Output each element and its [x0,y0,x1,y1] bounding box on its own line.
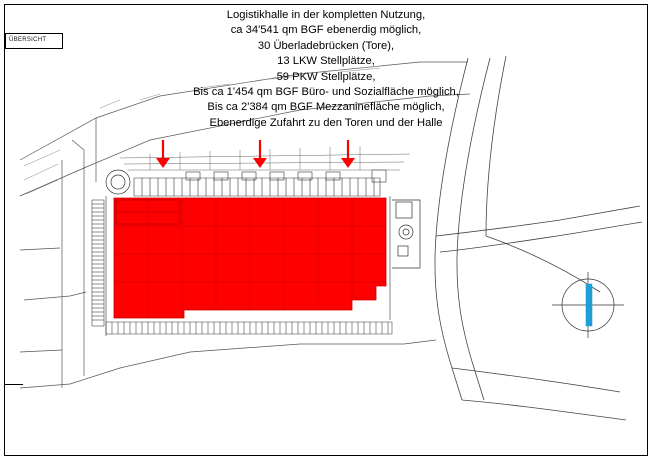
compass-icon [552,272,624,338]
parking-bottom [106,322,392,334]
header-line-2: ca 34'541 qm BGF ebenerdig möglich, [230,24,422,37]
header-line-3: 30 Überladebrücken (Tore), [257,39,395,52]
header-line-7: Bis ca 2'384 qm BGF Mezzaninefläche möglich, [207,101,445,114]
turning-circle [106,170,130,194]
down-arrow-icon [250,140,270,168]
header-line-4: 13 LKW Stellplätze, [277,55,375,68]
loading-dock-row [134,170,386,196]
sheet-mark [5,384,23,385]
terrain-hatching [24,68,380,194]
parking-left [92,200,104,326]
header-line-6: Bis ca 1'454 qm BGF Büro- und Sozialfläche möglich, [193,86,459,99]
road-lines [435,56,642,420]
down-arrow-icon [153,140,173,168]
warehouse-footprint [114,198,386,318]
header-line-5: 59 PKW Stellplätze, [276,70,376,83]
ancillary-structures [392,200,420,268]
titleblock [5,33,63,49]
header-line-8: Ebenerdige Zufahrt zu den Toren und der Halle [209,116,443,129]
titleblock-label: ÜBERSICHT [9,37,47,43]
header-line-1: Logistikhalle in der kompletten Nutzung, [226,9,426,21]
down-arrow-icon [338,140,358,168]
